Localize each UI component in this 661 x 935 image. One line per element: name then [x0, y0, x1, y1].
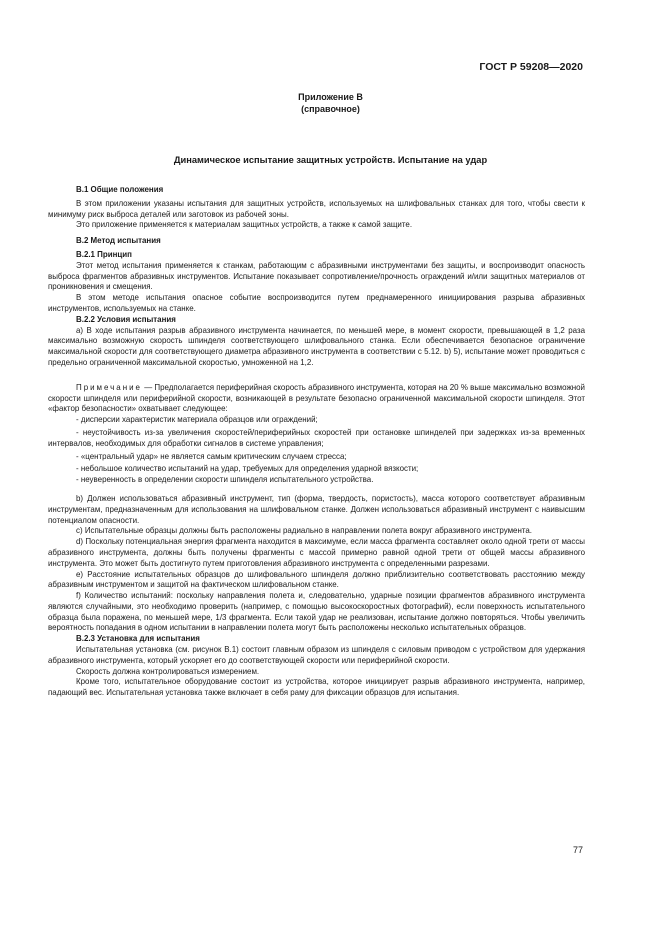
- section-b1-heading: В.1 Общие положения: [76, 185, 164, 194]
- paragraph: Кроме того, испытательное оборудование состоит из устройства, которое инициирует разрыв абразивного инструмента, например, падающий вес. Испытательная установка также включает в себя раму для фиксации образцов для испытания.: [48, 677, 585, 698]
- paragraph: Этот метод испытания применяется к станкам, работающим с абразивными инструментами без защиты, и воспроизводит опасность выброса фрагментов абразивных инструментов. Испытание показывает сопротивление/прочность ограждений и/или защитных материалов от проникновения и смещения.: [48, 260, 585, 292]
- section-b23-heading: В.2.3 Установка для испытания: [76, 634, 200, 644]
- section-b22-heading: В.2.2 Условия испытания: [76, 314, 176, 324]
- annex-title: Приложение В: [298, 92, 363, 102]
- paragraph: f) Количество испытаний: поскольку направления полета и, следовательно, ударные позиции фрагментов абразивного инструмента являются случайными, это необходимо проверить (например, с помощью высокоскоростных фотографий), если поверхность испытательного образца была поражена, по меньшей мере, 1/3 фрагмента. Если такой удар не реализован, испытание должно повторяться. Чтобы увеличить вероятность попадания в одном испытании в направлении полета могут быть расположены несколько испытательных образцов.: [48, 591, 585, 633]
- paragraph: c) Испытательные образцы должны быть расположены радиально в направлении полета вокруг абразивного инструмента.: [76, 526, 533, 536]
- document-body: [48, 185, 585, 699]
- paragraph: e) Расстояние испытательных образцов до шлифовального шпинделя должно приблизительно соответствовать расстоянию между абразивным инструментом и защитой на фактическом шлифовальном станке.: [48, 569, 585, 590]
- section-b21-heading: В.2.1 Принцип: [76, 249, 132, 259]
- paragraph: В этом приложении указаны испытания для защитных устройств, используемых на шлифовальных станках для того, чтобы свести к минимуму риск выброса деталей или заготовок из рабочей зоны.: [48, 198, 585, 219]
- note-label: Примечание: [76, 382, 142, 392]
- paragraph: В этом методе испытания опасное событие воспроизводится путем преднамеренного инициирования разрыва абразивных инструментов, используемых на станке.: [48, 293, 585, 313]
- section-b2-heading: В.2 Метод испытания: [76, 236, 161, 246]
- annex-subtitle: (справочное): [301, 103, 360, 114]
- paragraph: Скорость должна контролироваться измерением.: [76, 666, 260, 676]
- paragraph: Это приложение применяется к материалам защитных устройств, а также к самой защите.: [76, 220, 413, 230]
- note-item: - дисперсии характеристик материала образцов или ограждений;: [76, 415, 318, 425]
- paragraph: d) Поскольку потенциальная энергия фрагмента находится в максимуме, если масса фрагмента составляет около одной трети от массы абразивного инструмента, должны быть получены фрагменты с массой примерно равной одной трети от общей массы абразивного инструмента. Это может быть достигнуто путем приготовления абразивного инструмента с определенными разрезами.: [48, 537, 585, 568]
- note-text: — Предполагается периферийная скорость абразивного инструмента, которая на 20 % выше максимально возможной скорости шпинделя или периферийной скорости, возникающей в результате безопасно ограниченной максимальной скорости шпинделя. Этот «фактор безопасности» охватывает следующее:: [48, 382, 585, 414]
- paragraph: b) Должен использоваться абразивный инструмент, тип (форма, твердость, пористость), масса которого соответствует абразивным инструментам, предназначенным для использования на шлифовальном станке. Должен использоваться абразивный инструмент с наивысшим потенциалом опасности.: [48, 493, 585, 525]
- annex-heading: [0, 92, 661, 115]
- note-paragraph: [48, 383, 585, 415]
- note-item: - небольшое количество испытаний на удар, требуемых для определения ударной вязкости;: [76, 464, 419, 474]
- note-item: - неуверенность в определении скорости шпинделя испытательного устройства.: [76, 475, 374, 485]
- paragraph: Испытательная установка (см. рисунок В.1) состоит главным образом из шпинделя с силовым приводом с устройством для удержания абразивного инструмента, который ускоряет его до соответствующей скорости или периферийной скорости.: [48, 645, 585, 665]
- paragraph: a) В ходе испытания разрыв абразивного инструмента начинается, по меньшей мере, в момент скорости, превышающей в 1,2 раза максимально возможную скорость шпинделя соответствующего шлифовального станка. Если обеспечивается безопасное ограничение максимальной скорости для соответствующего диаметра абразивного инструмента в соответствии с 5.12. b) 5), испытание может проводиться с предельно ограниченной максимальной скоростью, умноженной на 1,2.: [48, 325, 585, 367]
- note-item: - неустойчивость из-за увеличения скоростей/периферийных скоростей при остановке шпинделей при задержках из-за временных интервалов, необходимых для обработки сигналов в системе управления;: [48, 427, 585, 448]
- page-number: 77: [572, 845, 583, 855]
- note-item: - «центральный удар» не является самым критическим случаем стресса;: [76, 451, 347, 461]
- main-title: Динамическое испытание защитных устройств. Испытание на удар: [173, 155, 488, 165]
- document-id: ГОСТ Р 59208—2020: [479, 61, 583, 73]
